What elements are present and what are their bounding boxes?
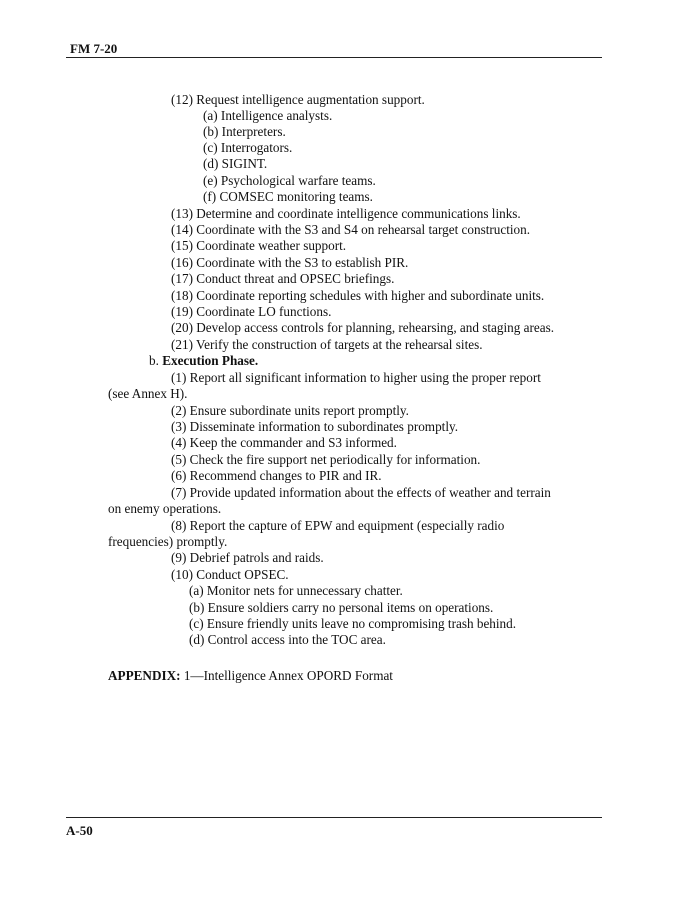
item-12: (12) Request intelligence augmentation support. (171, 92, 425, 107)
item-14: (14) Coordinate with the S3 and S4 on rehearsal target construction. (171, 222, 531, 237)
exec-item-7-line1: (7) Provide updated information about the effects of weather and terrain (171, 485, 551, 500)
item-13: (13) Determine and coordinate intelligence communications links. (171, 206, 521, 221)
running-header: FM 7-20 (70, 41, 118, 56)
item-19: (19) Coordinate LO functions. (171, 304, 332, 319)
appendix-text: 1—Intelligence Annex OPORD Format (183, 668, 393, 683)
item-15: (15) Coordinate weather support. (171, 238, 347, 253)
sub-item-d: (d) SIGINT. (203, 156, 268, 171)
footer-rule (66, 817, 602, 818)
exec-item-8-line2: frequencies) promptly. (108, 534, 228, 549)
exec-item-5: (5) Check the fire support net periodically for information. (171, 452, 481, 467)
exec-item-3: (3) Disseminate information to subordinates promptly. (171, 419, 459, 434)
item-20: (20) Develop access controls for planning, rehearsing, and staging areas. (171, 320, 555, 335)
page-number: A-50 (66, 823, 93, 838)
exec-item-1-line2: (see Annex H). (108, 386, 188, 401)
item-16: (16) Coordinate with the S3 to establish PIR. (171, 255, 409, 270)
opsec-item-d: (d) Control access into the TOC area. (189, 632, 386, 647)
execution-phase-heading (149, 353, 258, 369)
sub-item-a: (a) Intelligence analysts. (203, 108, 333, 123)
header-rule (66, 57, 602, 58)
item-18: (18) Coordinate reporting schedules with higher and subordinate units. (171, 288, 545, 303)
section-prefix: b. (149, 353, 159, 368)
exec-item-1-line1: (1) Report all significant information to higher using the proper report (171, 370, 541, 385)
sub-item-b: (b) Interpreters. (203, 124, 286, 139)
opsec-item-a: (a) Monitor nets for unnecessary chatter. (189, 583, 403, 598)
exec-item-8-line1: (8) Report the capture of EPW and equipment (especially radio (171, 518, 505, 533)
exec-item-7-line2: on enemy operations. (108, 501, 222, 516)
item-17: (17) Conduct threat and OPSEC briefings. (171, 271, 395, 286)
section-heading: Execution Phase. (162, 353, 259, 368)
exec-item-6: (6) Recommend changes to PIR and IR. (171, 468, 382, 483)
sub-item-e: (e) Psychological warfare teams. (203, 173, 376, 188)
exec-item-9: (9) Debrief patrols and raids. (171, 550, 324, 565)
exec-item-10: (10) Conduct OPSEC. (171, 567, 289, 582)
exec-item-4: (4) Keep the commander and S3 informed. (171, 435, 397, 450)
exec-item-2: (2) Ensure subordinate units report promptly. (171, 403, 409, 418)
sub-item-c: (c) Interrogators. (203, 140, 293, 155)
opsec-item-b: (b) Ensure soldiers carry no personal items on operations. (189, 600, 494, 615)
item-21: (21) Verify the construction of targets at the rehearsal sites. (171, 337, 483, 352)
appendix-line (108, 668, 393, 684)
opsec-item-c: (c) Ensure friendly units leave no compromising trash behind. (189, 616, 517, 631)
sub-item-f: (f) COMSEC monitoring teams. (203, 189, 373, 204)
appendix-label: APPENDIX: (108, 668, 181, 683)
